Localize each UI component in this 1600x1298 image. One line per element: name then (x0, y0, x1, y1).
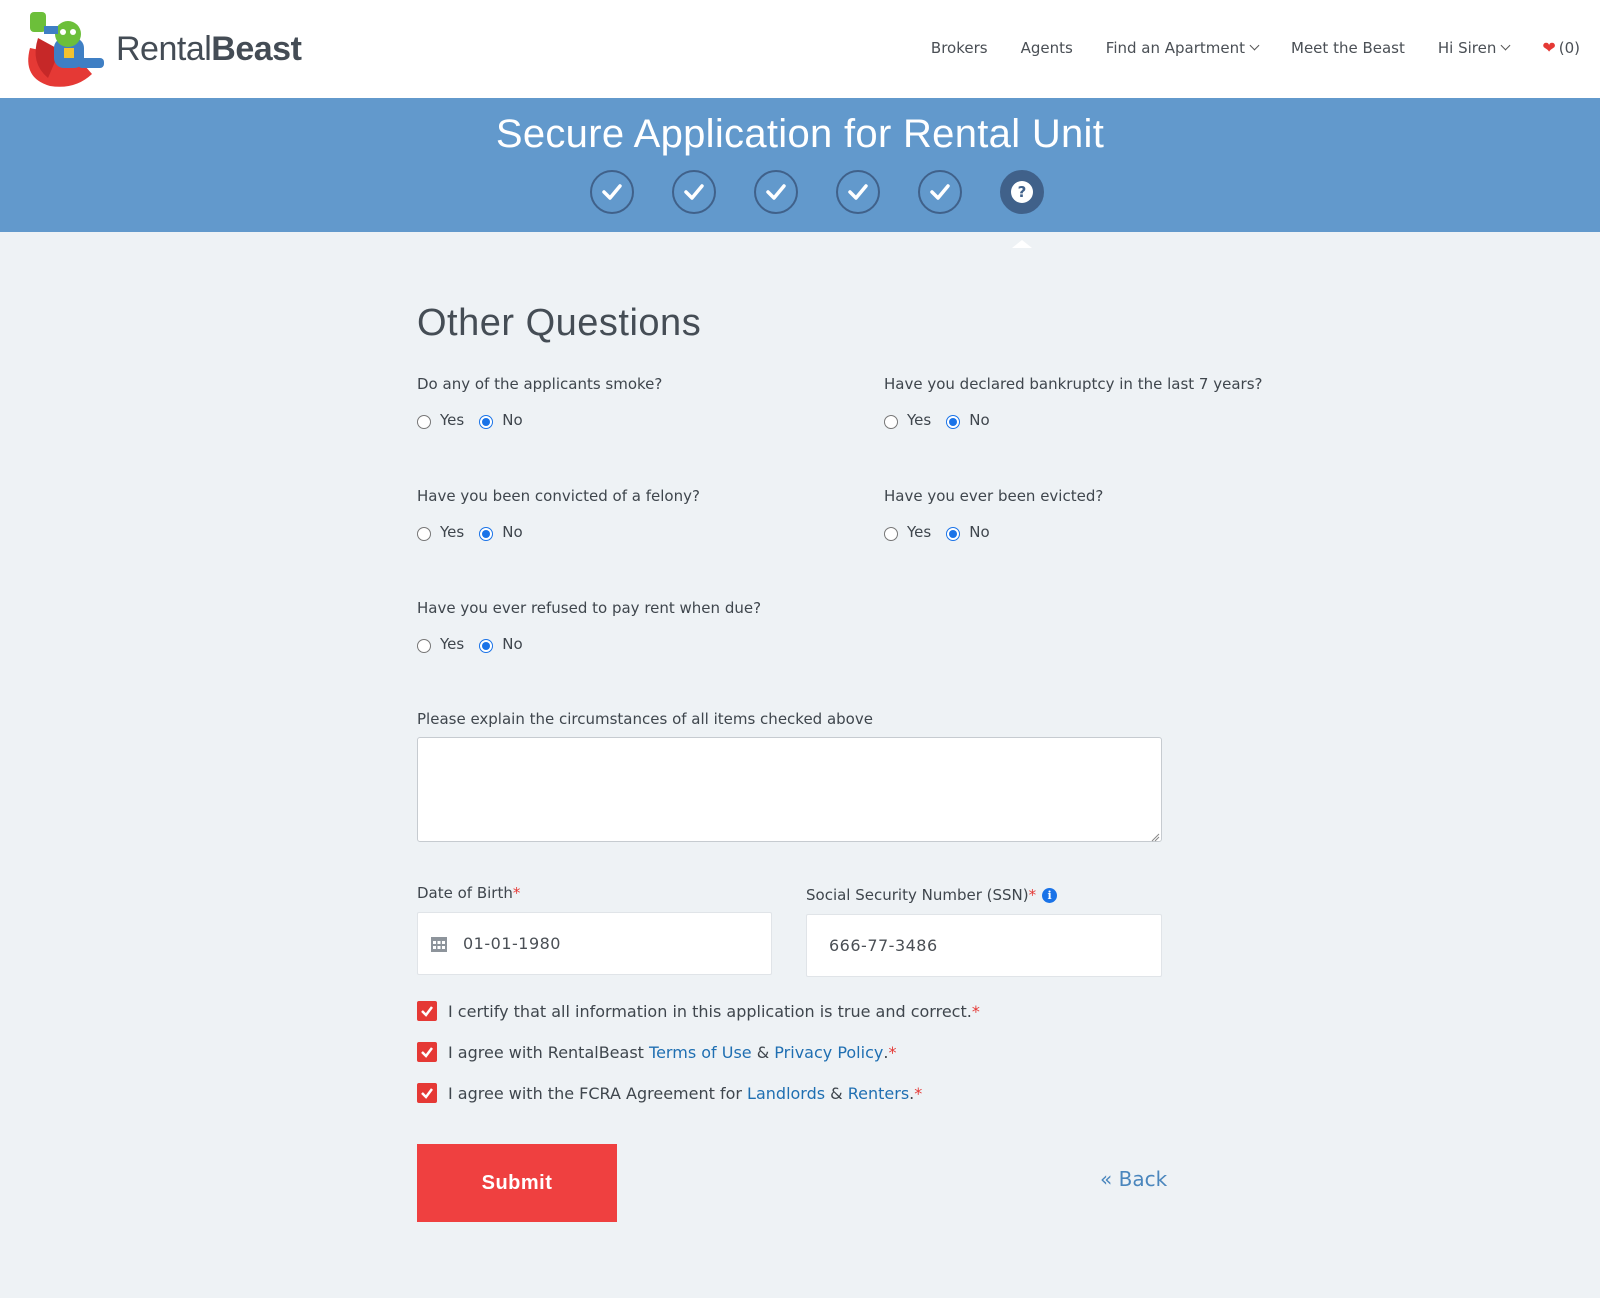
radio-circle[interactable] (417, 415, 431, 429)
question-evicted (884, 487, 1103, 541)
svg-text:?: ? (1017, 183, 1027, 201)
user-greeting: Hi Siren (1437, 38, 1497, 57)
radio-no[interactable] (479, 523, 522, 541)
radio-yes[interactable] (884, 411, 931, 429)
radio-yes[interactable] (417, 523, 464, 541)
check-icon (600, 180, 624, 204)
brand-name-light: Rental (116, 29, 212, 68)
radio-circle-selected[interactable] (479, 527, 493, 541)
beast-mascot-icon (20, 8, 110, 90)
nav-find-apartment[interactable] (1106, 39, 1258, 57)
dob-value: 01-01-1980 (463, 934, 561, 953)
ssn-field[interactable] (806, 914, 1162, 977)
required-mark: * (971, 1001, 980, 1021)
radio-yes-label: Yes (907, 523, 932, 541)
radio-yes-label: Yes (440, 523, 465, 541)
brand-name (116, 30, 301, 69)
required-mark: * (1028, 886, 1037, 904)
radio-yes-label: Yes (440, 635, 465, 653)
fcra-checkbox-row (417, 1083, 922, 1103)
nav-brokers[interactable]: Brokers (930, 38, 988, 57)
terms-checkbox[interactable] (417, 1042, 437, 1062)
fcra-checkbox[interactable] (417, 1083, 437, 1103)
step-6-current[interactable] (1000, 170, 1044, 214)
radio-no[interactable] (479, 635, 522, 653)
check-icon (682, 180, 706, 204)
brand-name-bold: Beast (211, 29, 302, 68)
nav-favorites[interactable] (1542, 38, 1580, 57)
ampersand: & (751, 1042, 775, 1062)
step-5[interactable] (918, 170, 962, 214)
radio-no[interactable] (946, 411, 989, 429)
radio-circle[interactable] (884, 415, 898, 429)
chevron-down-icon (1501, 40, 1511, 50)
back-link[interactable]: « Back (1100, 1167, 1168, 1191)
certify-checkbox[interactable] (417, 1001, 437, 1021)
dob-field[interactable] (417, 912, 772, 975)
radio-group (884, 523, 1103, 541)
submit-button[interactable]: Submit (417, 1144, 617, 1222)
terms-suffix: . (883, 1042, 889, 1062)
certify-text: I certify that all information in this application is true and correct. (448, 1001, 972, 1021)
resize-handle-icon[interactable] (1150, 827, 1160, 837)
question-label: Have you ever been evicted? (884, 487, 1104, 505)
radio-no-label: No (969, 411, 990, 429)
nav-agents[interactable]: Agents (1020, 38, 1073, 57)
question-smoke (417, 375, 662, 429)
check-icon (764, 180, 788, 204)
nav-find-apartment-label: Find an Apartment (1105, 38, 1246, 57)
required-mark: * (512, 884, 521, 902)
certify-checkbox-row (417, 1001, 980, 1021)
check-icon (420, 1045, 434, 1059)
radio-yes-label: Yes (907, 411, 932, 429)
radio-yes[interactable] (884, 523, 931, 541)
dob-label-text: Date of Birth (417, 884, 513, 902)
question-icon (1010, 180, 1034, 204)
ssn-label-text: Social Security Number (SSN) (806, 886, 1029, 904)
radio-yes[interactable] (417, 635, 464, 653)
info-icon[interactable]: i (1042, 888, 1057, 903)
required-mark: * (888, 1042, 897, 1062)
ssn-label (806, 886, 1057, 904)
fcra-suffix: . (909, 1083, 915, 1103)
calendar-icon (430, 935, 448, 953)
application-banner (0, 98, 1600, 232)
required-mark: * (914, 1083, 923, 1103)
step-2[interactable] (672, 170, 716, 214)
radio-group (417, 411, 662, 429)
dob-label (417, 884, 520, 902)
top-navbar (0, 0, 1600, 98)
radio-group (884, 411, 1262, 429)
radio-no[interactable] (946, 523, 989, 541)
question-bankruptcy (884, 375, 1262, 429)
radio-no[interactable] (479, 411, 522, 429)
main-nav (898, 38, 1580, 57)
logo[interactable] (20, 8, 301, 90)
check-icon (420, 1004, 434, 1018)
privacy-policy-link[interactable]: Privacy Policy (774, 1042, 884, 1062)
radio-circle-selected[interactable] (479, 639, 493, 653)
question-felony (417, 487, 700, 541)
radio-no-label: No (969, 523, 990, 541)
check-icon (928, 180, 952, 204)
radio-circle[interactable] (884, 527, 898, 541)
renters-link[interactable]: Renters (847, 1083, 910, 1103)
radio-no-label: No (502, 635, 523, 653)
radio-no-label: No (502, 411, 523, 429)
radio-yes-label: Yes (440, 411, 465, 429)
nav-user-menu[interactable] (1438, 39, 1509, 57)
question-label: Have you declared bankruptcy in the last 7 years? (884, 375, 1263, 393)
ssn-value: 666-77-3486 (829, 936, 938, 955)
chevron-down-icon (1250, 40, 1260, 50)
step-1[interactable] (590, 170, 634, 214)
current-step-pointer (1012, 240, 1032, 248)
question-label: Have you been convicted of a felony? (417, 487, 700, 505)
radio-circle-selected[interactable] (946, 527, 960, 541)
terms-prefix: I agree with RentalBeast (448, 1042, 650, 1062)
favorites-count: (0) (1558, 38, 1580, 57)
ampersand: & (825, 1083, 848, 1103)
page-title: Secure Application for Rental Unit (495, 112, 1105, 156)
step-3[interactable] (754, 170, 798, 214)
terms-of-use-link[interactable]: Terms of Use (649, 1042, 752, 1062)
check-icon (846, 180, 870, 204)
explain-label: Please explain the circumstances of all items checked above (417, 710, 873, 728)
fcra-prefix: I agree with the FCRA Agreement for (448, 1083, 748, 1103)
question-label: Have you ever refused to pay rent when due? (417, 599, 762, 617)
step-4[interactable] (836, 170, 880, 214)
radio-yes[interactable] (417, 411, 464, 429)
radio-group (417, 635, 761, 653)
radio-circle[interactable] (417, 639, 431, 653)
question-refused-rent (417, 599, 761, 653)
terms-checkbox-row (417, 1042, 896, 1062)
radio-circle-selected[interactable] (479, 415, 493, 429)
nav-meet-beast[interactable]: Meet the Beast (1291, 38, 1405, 57)
radio-circle-selected[interactable] (946, 415, 960, 429)
radio-no-label: No (502, 523, 523, 541)
radio-group (417, 523, 700, 541)
progress-steps (590, 170, 1082, 214)
check-icon (420, 1086, 434, 1100)
question-label: Do any of the applicants smoke? (417, 375, 663, 393)
radio-circle[interactable] (417, 527, 431, 541)
landlords-link[interactable]: Landlords (747, 1083, 826, 1103)
section-title: Other Questions (417, 302, 702, 344)
explain-textarea[interactable] (417, 737, 1162, 842)
heart-icon: ❤ (1542, 38, 1556, 57)
